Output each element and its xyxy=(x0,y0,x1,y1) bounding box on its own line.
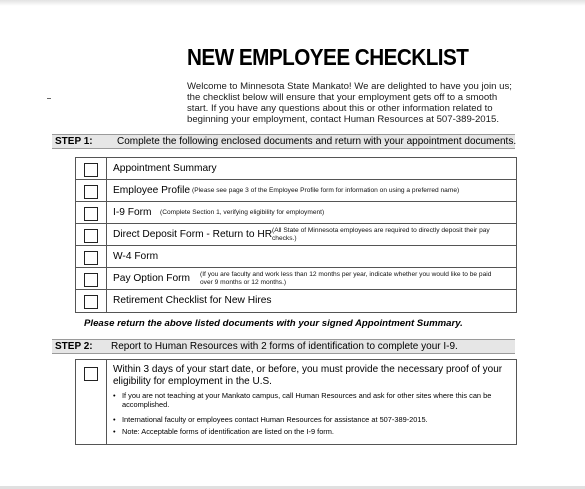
item-label: Employee Profile xyxy=(113,185,191,196)
item-label: I-9 Form xyxy=(113,207,152,218)
checkbox-employee-profile[interactable] xyxy=(84,185,98,199)
step2-checklist-table xyxy=(75,359,517,445)
bullet-text: If you are not teaching at your Mankato campus, call Human Resources and ask for other sites where this can be accomplished. xyxy=(122,391,492,409)
checklist-row xyxy=(76,290,516,312)
checkbox-pay-option[interactable] xyxy=(84,273,98,287)
document-title: NEW EMPLOYEE CHECKLIST xyxy=(187,44,469,70)
checkbox-cell xyxy=(76,290,107,312)
checkbox-cell xyxy=(76,246,107,267)
checkbox-i9-identification[interactable] xyxy=(84,367,98,381)
checkbox-cell xyxy=(76,202,107,223)
step2-paragraph: Within 3 days of your start date, or before, you must provide the necessary proof of your eligibility for employment in the U.S. xyxy=(113,364,503,387)
checkbox-w4-form[interactable] xyxy=(84,251,98,265)
checklist-row xyxy=(76,180,516,202)
item-label: Direct Deposit Form - Return to HR xyxy=(113,229,273,240)
step1-header xyxy=(52,134,515,149)
checklist-row xyxy=(76,268,516,290)
checkbox-cell xyxy=(76,268,107,289)
step1-instructions: Complete the following enclosed documents and return with your appointment documents. xyxy=(117,136,517,147)
bullet-icon: • xyxy=(113,427,116,436)
item-note: (Please see page 3 of the Employee Profile form for information on using a preferred name) xyxy=(192,187,460,194)
checkbox-cell xyxy=(76,224,107,245)
list-item xyxy=(113,415,508,424)
item-label: Pay Option Form xyxy=(113,273,190,284)
list-item xyxy=(113,391,508,409)
checklist-row xyxy=(76,158,516,180)
checkbox-i9-form[interactable] xyxy=(84,207,98,221)
bullet-icon: • xyxy=(113,415,116,424)
item-label: Retirement Checklist for New Hires xyxy=(113,295,272,306)
bullet-text: International faculty or employees contact Human Resources for assistance at 507-389-2015. xyxy=(122,415,428,424)
bullet-text: Note: Acceptable forms of identification are listed on the I-9 form. xyxy=(122,427,334,436)
item-note: (If you are faculty and work less than 12 months per year, indicate whether you would like to be paid over 9 months or 12 months.) xyxy=(200,271,492,286)
step2-header xyxy=(52,339,515,354)
checkbox-retirement-checklist[interactable] xyxy=(84,295,98,309)
step1-label: STEP 1: xyxy=(55,136,93,147)
step2-label: STEP 2: xyxy=(55,341,93,352)
welcome-paragraph: Welcome to Minnesota State Mankato! We are delighted to have you join us; the checklist below will ensure that your employment gets off to a smooth start. If you have any questions about this or other information related to beginning your employment, contact Human Resources at 507-389-2015. xyxy=(187,81,512,125)
checkbox-appointment-summary[interactable] xyxy=(84,163,98,177)
checkbox-cell xyxy=(76,158,107,179)
checklist-row xyxy=(76,224,516,246)
step2-instructions: Report to Human Resources with 2 forms of identification to complete your I-9. xyxy=(111,341,458,352)
checklist-row xyxy=(76,246,516,268)
step1-checklist-table xyxy=(75,157,517,313)
item-label: Appointment Summary xyxy=(113,163,217,174)
checklist-row xyxy=(76,360,516,444)
checklist-row xyxy=(76,202,516,224)
item-note: (All State of Minnesota employees are required to directly deposit their pay checks.) xyxy=(272,227,490,242)
checkbox-cell xyxy=(76,180,107,201)
bullet-icon: • xyxy=(113,391,116,400)
checkbox-cell xyxy=(76,360,107,444)
item-note: (Complete Section 1, verifying eligibility for employment) xyxy=(160,209,325,216)
checkbox-direct-deposit[interactable] xyxy=(84,229,98,243)
page-top-shadow xyxy=(0,0,585,6)
margin-mark xyxy=(47,98,51,99)
step1-reminder: Please return the above listed documents with your signed Appointment Summary. xyxy=(84,318,463,329)
item-label: W-4 Form xyxy=(113,251,159,262)
list-item xyxy=(113,427,508,436)
